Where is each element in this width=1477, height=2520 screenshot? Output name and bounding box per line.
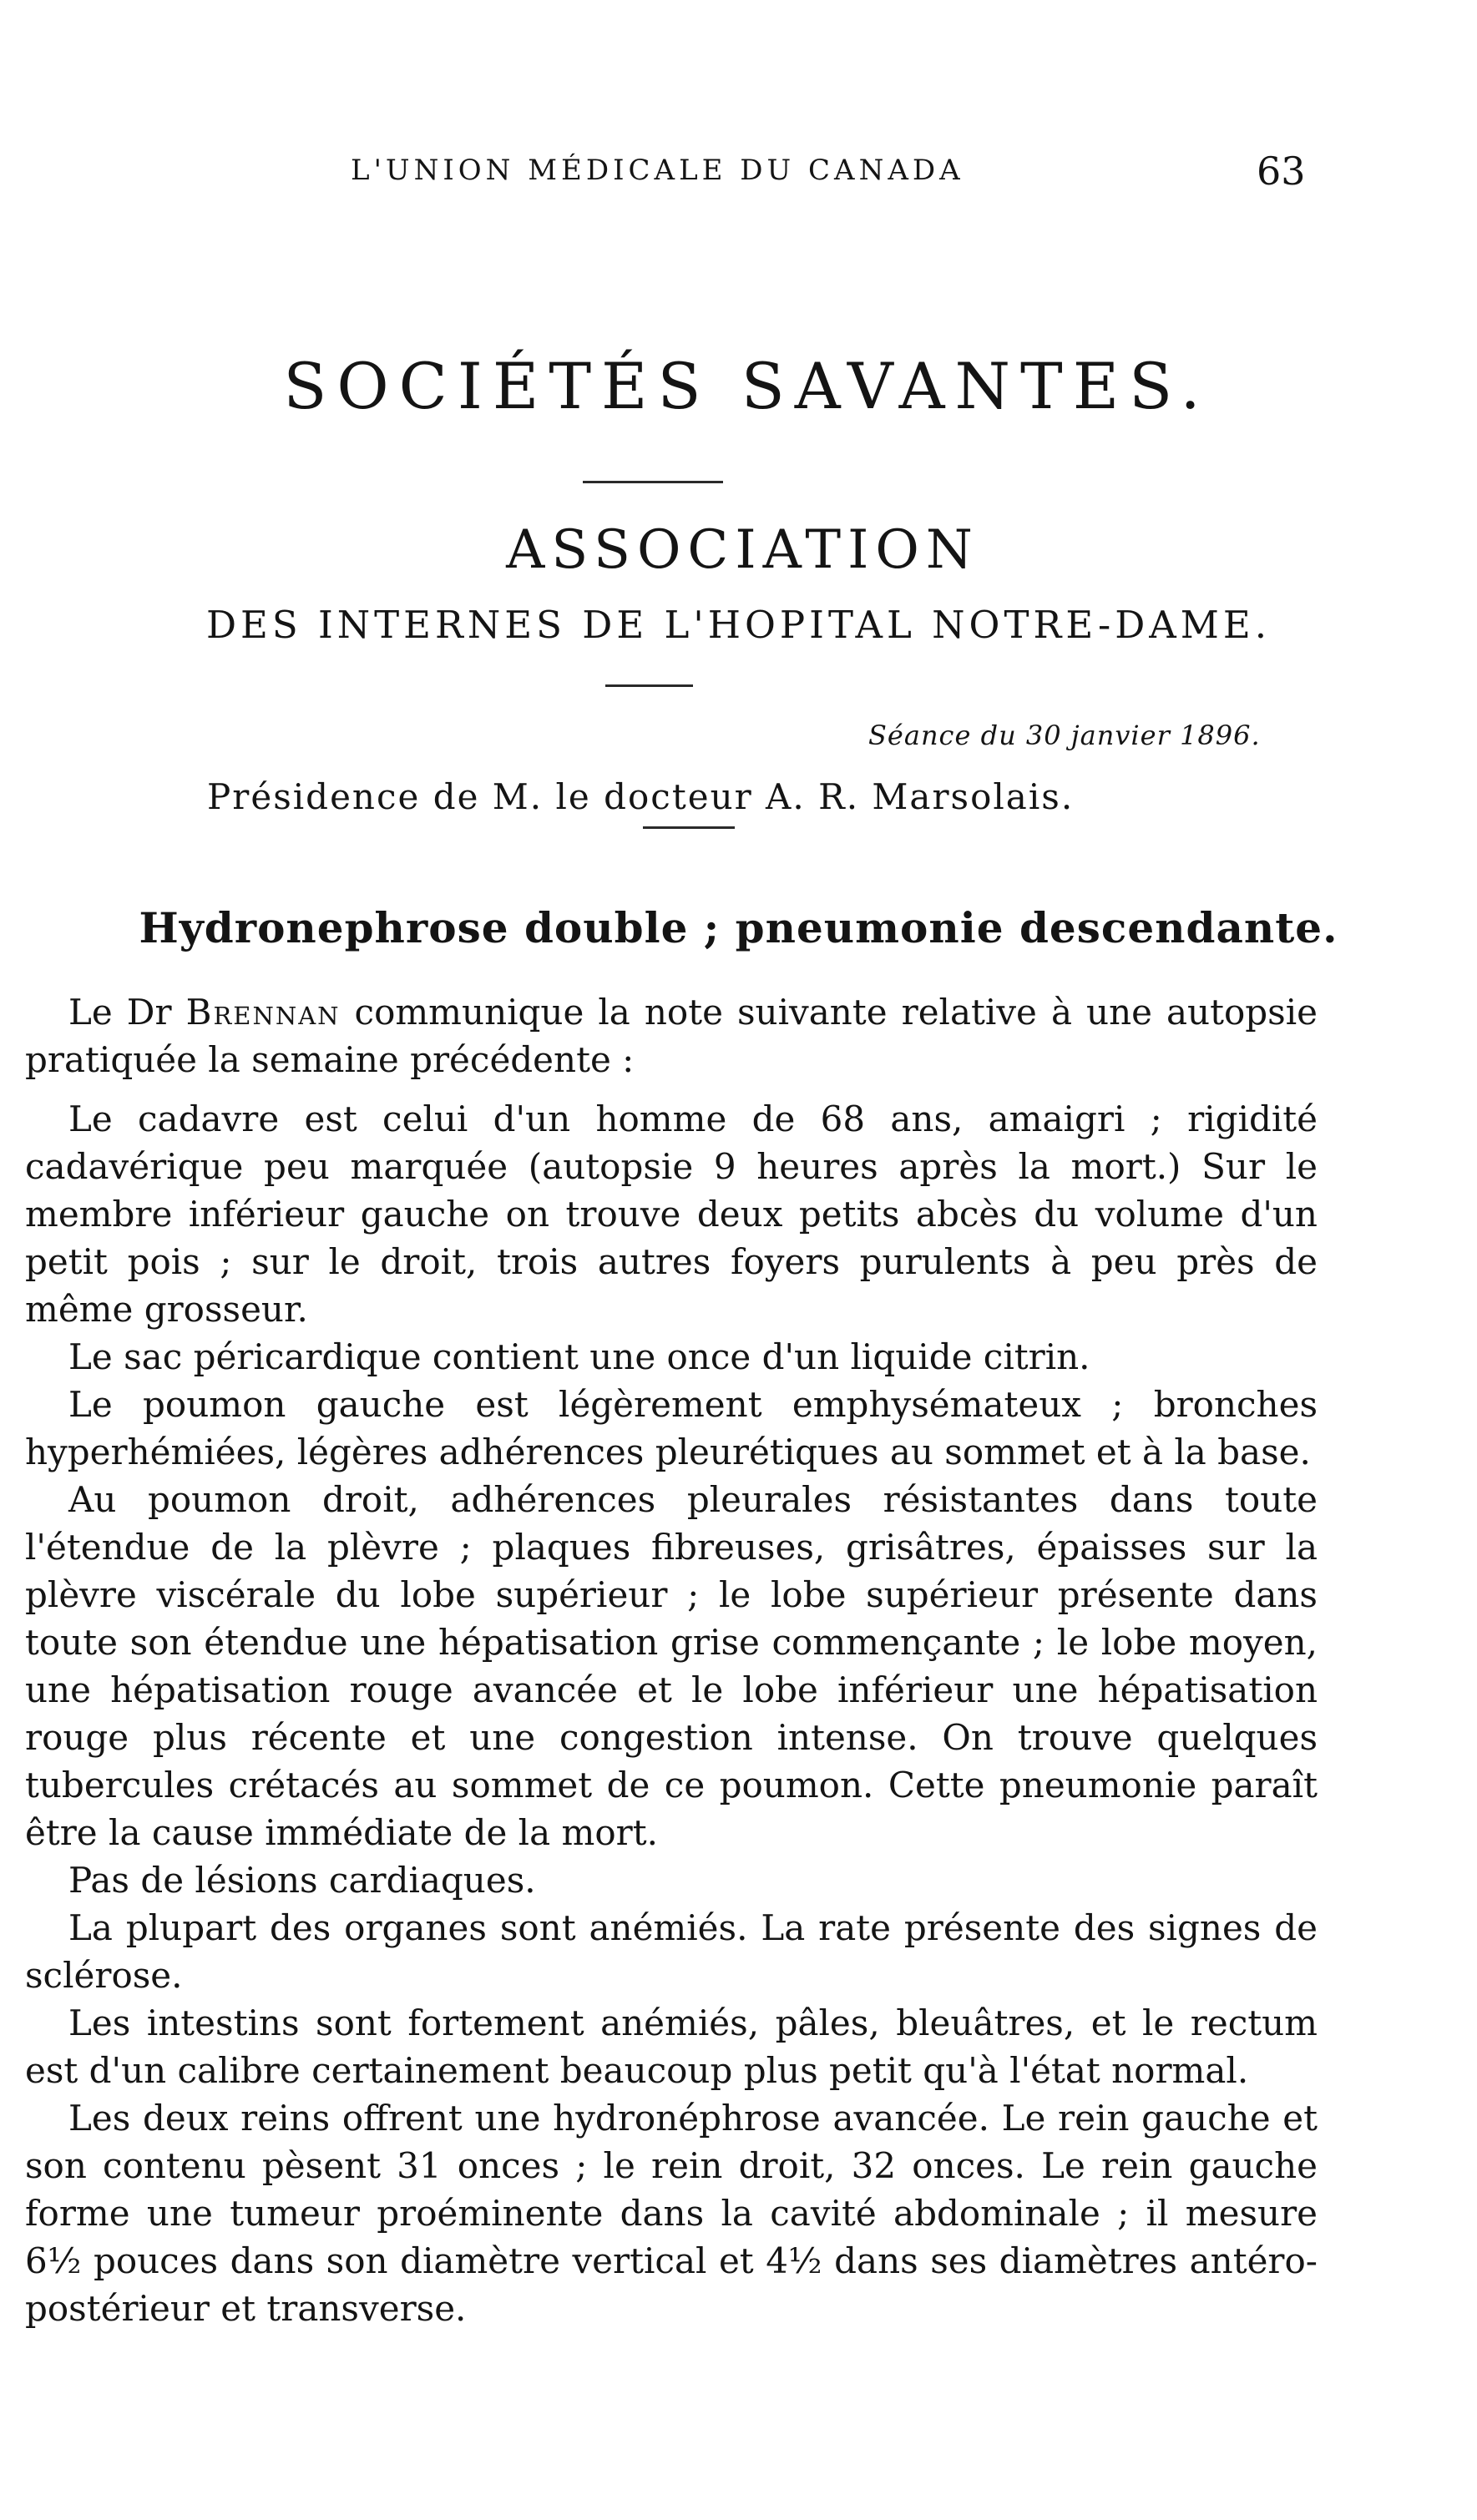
paragraph: Les deux reins offrent une hydronéphrose avancée. Le rein gauche et son contenu pèsent 31 onces ; le rein droit, 32 onces. Le rein gauche forme une tumeur proéminente dans la cavité abdominale ; il mesure 6½ pouces dans son diamètre vertical et 4½ dans ses diamètres antéro-postérieur et transverse. — [25, 2098, 1318, 2329]
article-title: Hydronephrose double ; pneumonie descendante. — [139, 903, 1338, 952]
running-head — [0, 149, 1477, 199]
section-title: SOCIÉTÉS SAVANTES. — [283, 349, 1211, 423]
page-number: 63 — [1257, 149, 1306, 194]
paragraph: Les intestins sont fortement anémiés, pâles, bleuâtres, et le rectum est d'un calibre certainement beaucoup plus petit qu'à l'état normal. — [25, 2002, 1318, 2091]
divider-rule — [605, 684, 693, 687]
article-body — [25, 988, 1318, 2332]
paragraph: Le poumon gauche est légèrement emphysémateux ; bronches hyperhémiées, légères adhérences pleurétiques au sommet et à la base. — [25, 1384, 1318, 1472]
journal-title: L'UNION MÉDICALE DU CANADA — [351, 154, 964, 187]
session-presidence: Présidence de M. le docteur A. R. Marsolais. — [207, 776, 1075, 817]
paragraph: Au poumon droit, adhérences pleurales résistantes dans toute l'étendue de la plèvre ; plaques fibreuses, grisâtres, épaisses sur la plèvre viscérale du lobe supérieur ; le lobe supérieur présente dans toute son étendue une hépatisation grise commençante ; le lobe moyen, une hépatisation rouge avancée et le lobe inférieur une hépatisation rouge plus récente et une congestion intense. On trouve quelques tubercules crétacés au sommet de ce poumon. Cette pneumonie paraît être la cause immédiate de la mort. — [25, 1479, 1318, 1853]
divider-rule — [643, 826, 735, 829]
paragraph: Le sac péricardique contient une once d'un liquide citrin. — [68, 1336, 1090, 1377]
author-name: Brennan — [185, 992, 341, 1033]
session-date: Séance du 30 janvier 1896. — [868, 720, 1261, 751]
article-intro — [25, 988, 1318, 1083]
paragraph: Le cadavre est celui d'un homme de 68 ans, amaigri ; rigidité cadavérique peu marquée (autopsie 9 heures après la mort.) Sur le membre inférieur gauche on trouve deux petits abcès du volume d'un petit pois ; sur le droit, trois autres foyers purulents à peu près de même grosseur. — [25, 1098, 1318, 1330]
intro-prefix: Le Dr — [68, 992, 186, 1033]
paragraph: La plupart des organes sont anémiés. La rate présente des signes de sclérose. — [25, 1907, 1318, 1996]
association-title: ASSOCIATION — [506, 519, 979, 581]
paragraph: Pas de lésions cardiaques. — [68, 1860, 536, 1901]
divider-rule — [583, 481, 723, 483]
association-subtitle: DES INTERNES DE L'HOPITAL NOTRE-DAME. — [205, 603, 1272, 647]
intro-rest: communique la note suivante relative à une autopsie pratiquée la semaine précédente : — [25, 992, 1318, 1080]
